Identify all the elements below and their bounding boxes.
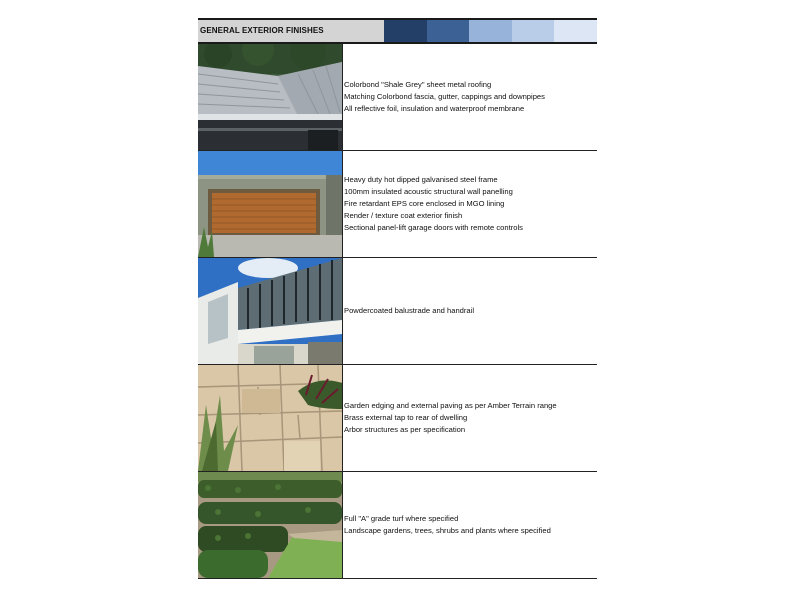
row-divider	[198, 578, 597, 579]
metal-roof-photo	[198, 44, 342, 150]
description-line: Landscape gardens, trees, shrubs and plants where specified	[344, 526, 551, 535]
table-header	[198, 20, 597, 42]
description-line: Heavy duty hot dipped galvanised steel frame	[344, 175, 498, 184]
row-description	[344, 44, 594, 150]
color-swatch-5	[554, 20, 597, 42]
table-row	[198, 472, 597, 579]
column-divider	[342, 472, 343, 579]
garage-door-photo	[198, 151, 342, 257]
description-line: Brass external tap to rear of dwelling	[344, 413, 468, 422]
color-swatch-4	[512, 20, 555, 42]
description-line: Sectional panel-lift garage doors with remote controls	[344, 223, 523, 232]
column-divider	[342, 258, 343, 365]
column-divider	[342, 151, 343, 258]
description-line: Powdercoated balustrade and handrail	[344, 306, 475, 315]
description-line: All reflective foil, insulation and waterproof membrane	[344, 104, 525, 113]
table-row	[198, 258, 597, 365]
description-line: Garden edging and external paving as per Amber Terrain range	[344, 401, 557, 410]
description-line: Colorbond "Shale Grey" sheet metal roofing	[344, 80, 492, 89]
description-line: Matching Colorbond fascia, gutter, cappings and downpipes	[344, 92, 545, 101]
row-description	[344, 472, 594, 578]
description-line: Full "A" grade turf where specified	[344, 514, 459, 523]
paving-photo	[198, 365, 342, 471]
description-line: Render / texture coat exterior finish	[344, 211, 463, 220]
row-description	[344, 365, 594, 471]
color-swatch-1	[384, 20, 427, 42]
section-title: GENERAL EXTERIOR FINISHES	[198, 20, 384, 42]
table-row	[198, 365, 597, 472]
column-divider	[342, 44, 343, 151]
description-line: 100mm insulated acoustic structural wall panelling	[344, 187, 513, 196]
color-swatch-2	[427, 20, 470, 42]
column-divider	[342, 365, 343, 472]
balustrade-photo	[198, 258, 342, 364]
table-row	[198, 44, 597, 151]
row-description	[344, 258, 594, 364]
table-row	[198, 151, 597, 258]
description-line: Fire retardant EPS core enclosed in MGO lining	[344, 199, 505, 208]
color-swatch-3	[469, 20, 512, 42]
row-description	[344, 151, 594, 257]
description-line: Arbor structures as per specification	[344, 425, 466, 434]
hedge-garden-photo	[198, 472, 342, 578]
